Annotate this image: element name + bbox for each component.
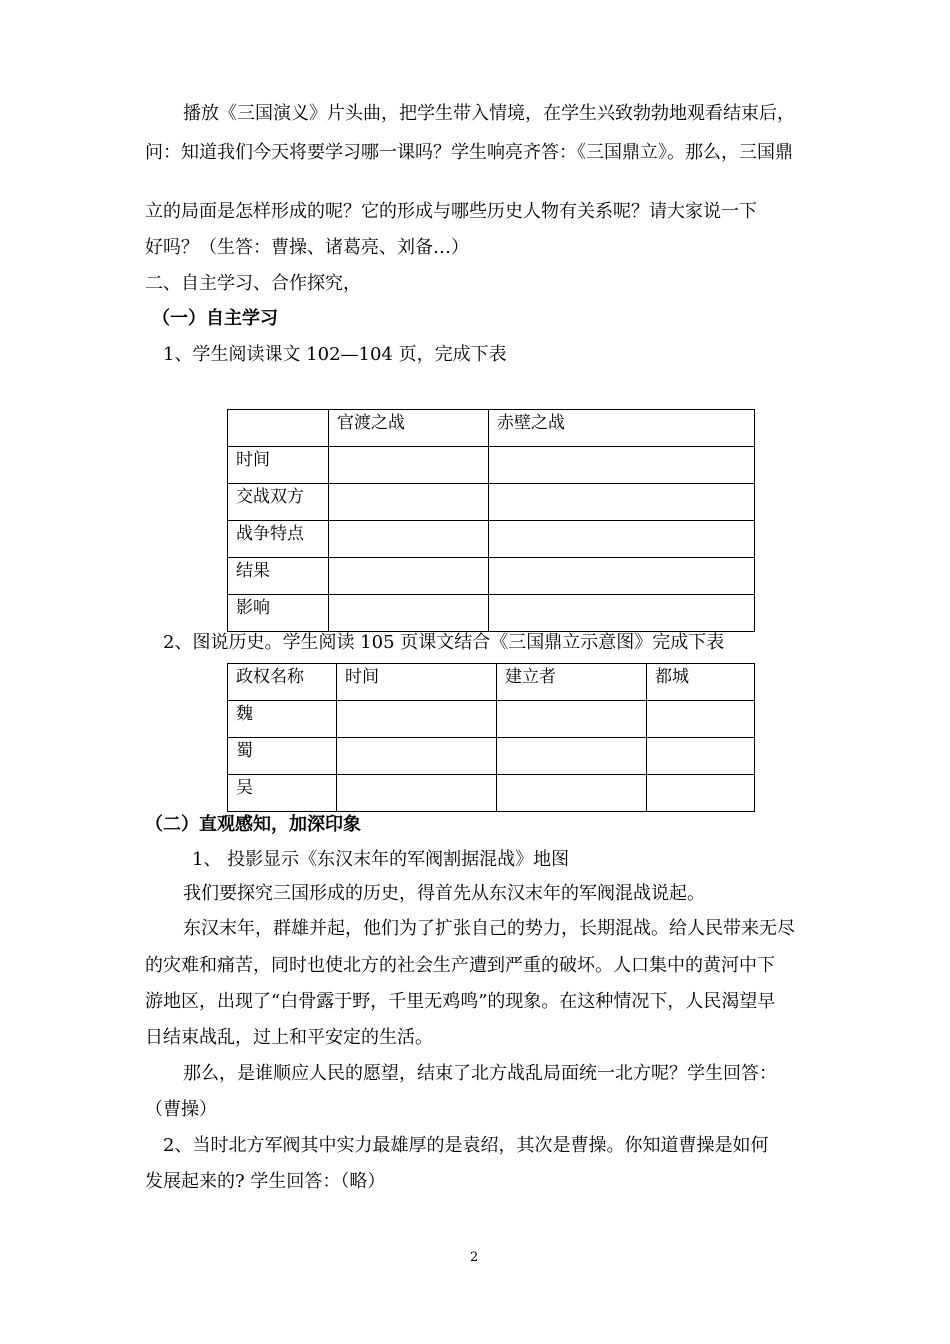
table-cell xyxy=(647,775,755,812)
table-cell xyxy=(489,521,755,558)
table-header-cell: 建立者 xyxy=(497,664,647,701)
table-row-label: 影响 xyxy=(228,595,329,632)
table-cell xyxy=(647,738,755,775)
subsection-heading-2: （二）直观感知，加深印象 xyxy=(145,814,361,835)
paragraph-4-line-2: （曹操） xyxy=(145,1099,217,1120)
table-cell xyxy=(497,738,647,775)
intro-line-3: 立的局面是怎样形成的呢？它的形成与哪些历史人物有关系呢？请大家说一下 xyxy=(145,201,757,222)
paragraph-3-line-3: 游地区，出现了“白骨露于野，千里无鸡鸣”的现象。在这种情况下，人民渴望早 xyxy=(145,991,776,1012)
table-cell xyxy=(497,775,647,812)
table-row xyxy=(228,521,755,558)
table-cell xyxy=(329,558,489,595)
table-row xyxy=(228,595,755,632)
subsection-heading-1: （一）自主学习 xyxy=(152,308,278,329)
table-row-label: 蜀 xyxy=(228,738,337,775)
paragraph-4-line-1: 那么，是谁顺应人民的愿望，结束了北方战乱局面统一北方呢？学生回答： xyxy=(183,1063,777,1084)
paragraph-5-line-1: 2、当时北方军阀其中实力最雄厚的是袁绍，其次是曹操。你知道曹操是如何 xyxy=(163,1135,769,1156)
table-cell xyxy=(337,738,497,775)
table-row xyxy=(228,410,755,447)
item-1: 1、学生阅读课文 102—104 页，完成下表 xyxy=(163,344,507,365)
table-cell xyxy=(489,447,755,484)
paragraph-2: 我们要探究三国形成的历史，得首先从东汉末年的军阀混战说起。 xyxy=(183,883,705,904)
table-row-label: 结果 xyxy=(228,558,329,595)
table-row xyxy=(228,664,755,701)
intro-line-2: 问：知道我们今天将要学习哪一课吗？学生响亮齐答：《三国鼎立》。那么，三国鼎 xyxy=(145,142,793,163)
table-header-cell: 政权名称 xyxy=(228,664,337,701)
table-cell xyxy=(329,484,489,521)
table-row-label: 战争特点 xyxy=(228,521,329,558)
table-row-label: 时间 xyxy=(228,447,329,484)
table-row xyxy=(228,775,755,812)
paragraph-3-line-2: 的灾难和痛苦，同时也使北方的社会生产遭到严重的破坏。人口集中的黄河中下 xyxy=(145,955,775,976)
intro-line-1: 播放《三国演义》片头曲，把学生带入情境，在学生兴致勃勃地观看结束后， xyxy=(183,103,795,124)
table-cell xyxy=(329,595,489,632)
regime-table xyxy=(227,663,755,812)
paragraph-5-line-2: 发展起来的? 学生回答：（略） xyxy=(145,1171,386,1192)
intro-line-4: 好吗？（生答：曹操、诸葛亮、刘备…） xyxy=(145,237,469,258)
table-cell xyxy=(337,701,497,738)
table-row xyxy=(228,701,755,738)
battle-table xyxy=(227,409,755,632)
table-cell xyxy=(489,558,755,595)
table-row xyxy=(228,738,755,775)
table-cell xyxy=(337,775,497,812)
table-header-cell: 官渡之战 xyxy=(329,410,489,447)
table-cell xyxy=(489,595,755,632)
table-row-label: 交战双方 xyxy=(228,484,329,521)
item-2: 2、图说历史。学生阅读 105 页课文结合《三国鼎立示意图》完成下表 xyxy=(163,632,725,653)
table-header-cell: 时间 xyxy=(337,664,497,701)
table-row xyxy=(228,558,755,595)
table-row xyxy=(228,484,755,521)
table-cell xyxy=(228,410,329,447)
table-header-cell: 都城 xyxy=(647,664,755,701)
table-cell xyxy=(497,701,647,738)
paragraph-3-line-1: 东汉末年，群雄并起，他们为了扩张自己的势力，长期混战。给人民带来无尽 xyxy=(183,918,795,939)
table-cell xyxy=(329,521,489,558)
table-row-label: 魏 xyxy=(228,701,337,738)
table-cell xyxy=(489,484,755,521)
page-number: 2 xyxy=(470,1250,479,1265)
table-cell xyxy=(647,701,755,738)
item-3: 1、 投影显示《东汉末年的军阀割据混战》地图 xyxy=(192,849,570,870)
section-heading-2: 二、自主学习、合作探究， xyxy=(145,273,361,294)
table-row xyxy=(228,447,755,484)
table-cell xyxy=(329,447,489,484)
paragraph-3-line-4: 日结束战乱，过上和平安定的生活。 xyxy=(145,1027,433,1048)
table-header-cell: 赤壁之战 xyxy=(489,410,755,447)
table-row-label: 吴 xyxy=(228,775,337,812)
